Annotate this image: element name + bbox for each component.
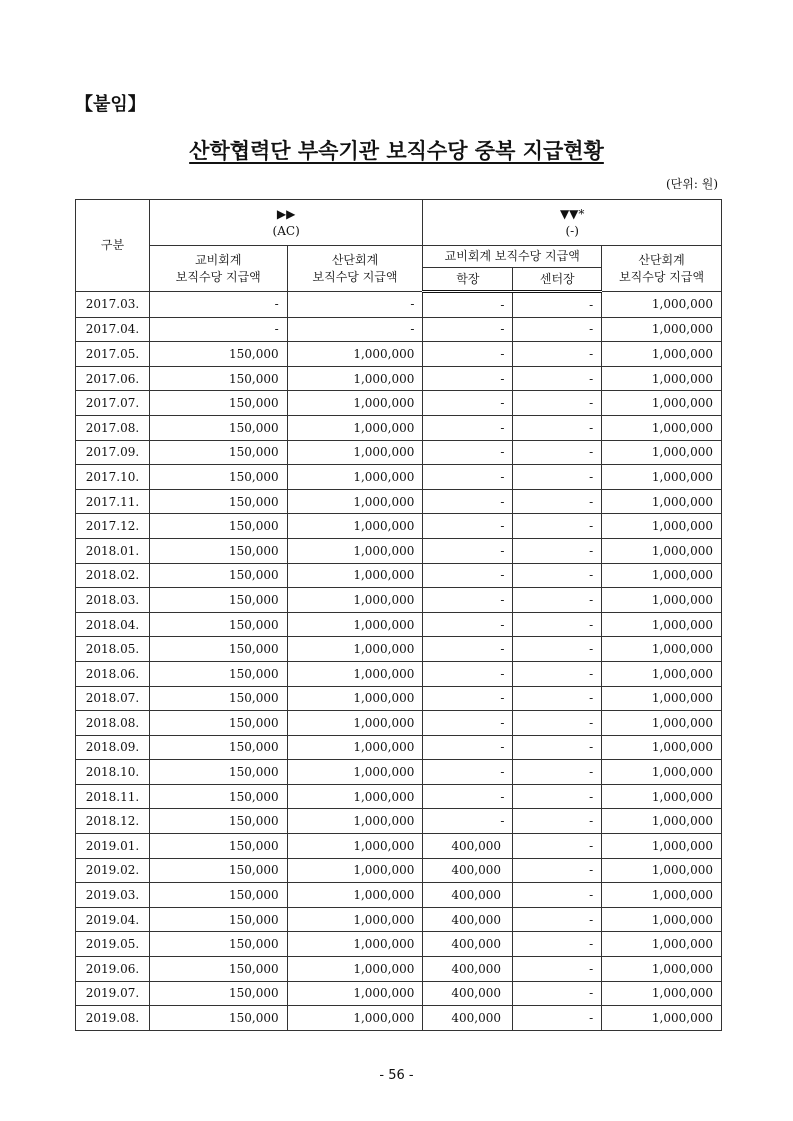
cell-dean-amount: - <box>423 809 513 834</box>
cell-sandan-b-amount: 1,000,000 <box>602 489 722 514</box>
cell-center-head-amount: - <box>513 366 602 391</box>
cell-dean-amount: - <box>423 415 513 440</box>
cell-dean-amount: - <box>423 465 513 490</box>
cell-sandan-b-amount: 1,000,000 <box>602 342 722 367</box>
table-row <box>76 661 722 686</box>
allowance-table <box>75 199 722 1031</box>
cell-sandan-b-amount: 1,000,000 <box>602 612 722 637</box>
table-row <box>76 317 722 342</box>
table-row <box>76 1006 722 1031</box>
group-a-sub: (AC) <box>272 223 300 238</box>
cell-kyobi-amount: 150,000 <box>149 391 287 416</box>
cell-sandan-b-amount: 1,000,000 <box>602 834 722 859</box>
table-row <box>76 858 722 883</box>
cell-kyobi-amount: 150,000 <box>149 489 287 514</box>
cell-dean-amount: - <box>423 538 513 563</box>
cell-kyobi-amount: 150,000 <box>149 415 287 440</box>
cell-sandan-amount: 1,000,000 <box>287 637 423 662</box>
cell-sandan-amount: 1,000,000 <box>287 907 423 932</box>
table-row <box>76 465 722 490</box>
cell-sandan-amount: 1,000,000 <box>287 957 423 982</box>
cell-sandan-b-amount: 1,000,000 <box>602 883 722 908</box>
header-col1-line2: 보직수당 지급액 <box>175 269 261 284</box>
cell-dean-amount: - <box>423 440 513 465</box>
cell-sandan-amount: 1,000,000 <box>287 415 423 440</box>
header-col2-line2: 보직수당 지급액 <box>312 269 398 284</box>
cell-sandan-amount: 1,000,000 <box>287 858 423 883</box>
cell-dean-amount: - <box>423 612 513 637</box>
cell-center-head-amount: - <box>513 661 602 686</box>
table-row <box>76 514 722 539</box>
table-row <box>76 883 722 908</box>
cell-dean-amount: - <box>423 711 513 736</box>
table-row <box>76 981 722 1006</box>
cell-dean-amount: - <box>423 342 513 367</box>
cell-sandan-amount: 1,000,000 <box>287 391 423 416</box>
group-b-symbol: ▼▼* <box>559 206 585 221</box>
cell-center-head-amount: - <box>513 711 602 736</box>
cell-dean-amount: - <box>423 292 513 318</box>
cell-dean-amount: - <box>423 735 513 760</box>
cell-kyobi-amount: 150,000 <box>149 858 287 883</box>
cell-center-head-amount: - <box>513 637 602 662</box>
cell-sandan-amount: - <box>287 292 423 318</box>
table-row <box>76 711 722 736</box>
cell-sandan-b-amount: 1,000,000 <box>602 637 722 662</box>
header-col2 <box>287 246 423 292</box>
cell-date: 2017.04. <box>76 317 150 342</box>
cell-date: 2018.07. <box>76 686 150 711</box>
cell-center-head-amount: - <box>513 957 602 982</box>
cell-sandan-b-amount: 1,000,000 <box>602 858 722 883</box>
cell-sandan-amount: 1,000,000 <box>287 784 423 809</box>
cell-dean-amount: - <box>423 588 513 613</box>
table-row <box>76 415 722 440</box>
cell-center-head-amount: - <box>513 588 602 613</box>
table-row <box>76 538 722 563</box>
header-col4-line1: 산단회계 <box>638 252 685 267</box>
cell-center-head-amount: - <box>513 342 602 367</box>
cell-dean-amount: - <box>423 391 513 416</box>
table-row <box>76 907 722 932</box>
cell-date: 2017.05. <box>76 342 150 367</box>
cell-dean-amount: - <box>423 489 513 514</box>
cell-sandan-b-amount: 1,000,000 <box>602 588 722 613</box>
cell-dean-amount: - <box>423 317 513 342</box>
cell-date: 2017.07. <box>76 391 150 416</box>
cell-sandan-amount: - <box>287 317 423 342</box>
cell-date: 2018.08. <box>76 711 150 736</box>
cell-kyobi-amount: 150,000 <box>149 1006 287 1031</box>
cell-kyobi-amount: 150,000 <box>149 784 287 809</box>
header-col3b: 센터장 <box>513 268 602 292</box>
cell-dean-amount: - <box>423 514 513 539</box>
cell-kyobi-amount: 150,000 <box>149 661 287 686</box>
cell-center-head-amount: - <box>513 317 602 342</box>
cell-center-head-amount: - <box>513 760 602 785</box>
cell-date: 2018.09. <box>76 735 150 760</box>
cell-center-head-amount: - <box>513 907 602 932</box>
cell-sandan-b-amount: 1,000,000 <box>602 317 722 342</box>
cell-dean-amount: 400,000 <box>423 957 513 982</box>
cell-date: 2017.08. <box>76 415 150 440</box>
table-row <box>76 563 722 588</box>
cell-date: 2018.04. <box>76 612 150 637</box>
cell-sandan-amount: 1,000,000 <box>287 809 423 834</box>
cell-sandan-b-amount: 1,000,000 <box>602 514 722 539</box>
cell-center-head-amount: - <box>513 735 602 760</box>
table-row <box>76 440 722 465</box>
cell-date: 2018.12. <box>76 809 150 834</box>
title-text: 산학협력단 부속기관 보직수당 중복 지급현황 <box>189 139 604 163</box>
cell-dean-amount: 400,000 <box>423 981 513 1006</box>
cell-date: 2018.11. <box>76 784 150 809</box>
cell-center-head-amount: - <box>513 981 602 1006</box>
cell-center-head-amount: - <box>513 514 602 539</box>
cell-sandan-amount: 1,000,000 <box>287 661 423 686</box>
table-row <box>76 489 722 514</box>
cell-sandan-b-amount: 1,000,000 <box>602 711 722 736</box>
cell-date: 2017.12. <box>76 514 150 539</box>
cell-center-head-amount: - <box>513 686 602 711</box>
document-title <box>0 135 793 165</box>
header-col3-group: 교비회계 보직수당 지급액 <box>423 246 602 268</box>
cell-sandan-amount: 1,000,000 <box>287 612 423 637</box>
header-col3a: 학장 <box>423 268 513 292</box>
cell-sandan-b-amount: 1,000,000 <box>602 735 722 760</box>
cell-center-head-amount: - <box>513 465 602 490</box>
cell-sandan-b-amount: 1,000,000 <box>602 415 722 440</box>
table-row <box>76 957 722 982</box>
cell-sandan-amount: 1,000,000 <box>287 342 423 367</box>
cell-date: 2017.09. <box>76 440 150 465</box>
header-col4-line2: 보직수당 지급액 <box>619 269 705 284</box>
cell-kyobi-amount: 150,000 <box>149 563 287 588</box>
cell-sandan-b-amount: 1,000,000 <box>602 957 722 982</box>
cell-kyobi-amount: 150,000 <box>149 735 287 760</box>
cell-center-head-amount: - <box>513 809 602 834</box>
cell-kyobi-amount: 150,000 <box>149 514 287 539</box>
table-row <box>76 784 722 809</box>
cell-center-head-amount: - <box>513 1006 602 1031</box>
cell-sandan-amount: 1,000,000 <box>287 563 423 588</box>
cell-date: 2018.01. <box>76 538 150 563</box>
cell-kyobi-amount: 150,000 <box>149 981 287 1006</box>
cell-center-head-amount: - <box>513 784 602 809</box>
header-col1 <box>149 246 287 292</box>
table-row <box>76 834 722 859</box>
cell-kyobi-amount: 150,000 <box>149 760 287 785</box>
header-category: 구분 <box>76 200 150 292</box>
cell-dean-amount: - <box>423 784 513 809</box>
cell-center-head-amount: - <box>513 415 602 440</box>
cell-sandan-amount: 1,000,000 <box>287 834 423 859</box>
cell-center-head-amount: - <box>513 883 602 908</box>
cell-kyobi-amount: 150,000 <box>149 686 287 711</box>
cell-kyobi-amount: - <box>149 292 287 318</box>
cell-sandan-amount: 1,000,000 <box>287 711 423 736</box>
cell-dean-amount: - <box>423 563 513 588</box>
cell-sandan-amount: 1,000,000 <box>287 1006 423 1031</box>
cell-center-head-amount: - <box>513 292 602 318</box>
cell-center-head-amount: - <box>513 489 602 514</box>
table-row <box>76 686 722 711</box>
cell-sandan-amount: 1,000,000 <box>287 735 423 760</box>
header-group-a <box>149 200 422 246</box>
group-a-symbol: ▶▶ <box>276 206 296 221</box>
cell-kyobi-amount: 150,000 <box>149 932 287 957</box>
cell-date: 2017.06. <box>76 366 150 391</box>
table-body <box>76 292 722 1031</box>
cell-sandan-amount: 1,000,000 <box>287 932 423 957</box>
page-number: - 56 - <box>379 1068 414 1083</box>
cell-date: 2018.05. <box>76 637 150 662</box>
cell-dean-amount: - <box>423 686 513 711</box>
header-group-b <box>423 200 722 246</box>
cell-kyobi-amount: 150,000 <box>149 907 287 932</box>
cell-date: 2019.07. <box>76 981 150 1006</box>
cell-kyobi-amount: 150,000 <box>149 834 287 859</box>
header-col2-line1: 산단회계 <box>331 252 379 267</box>
table-row <box>76 612 722 637</box>
cell-dean-amount: 400,000 <box>423 834 513 859</box>
cell-sandan-amount: 1,000,000 <box>287 981 423 1006</box>
table-row <box>76 292 722 318</box>
cell-sandan-amount: 1,000,000 <box>287 440 423 465</box>
cell-sandan-b-amount: 1,000,000 <box>602 465 722 490</box>
cell-date: 2017.11. <box>76 489 150 514</box>
table-row <box>76 637 722 662</box>
cell-dean-amount: - <box>423 661 513 686</box>
cell-date: 2019.02. <box>76 858 150 883</box>
cell-sandan-b-amount: 1,000,000 <box>602 686 722 711</box>
cell-dean-amount: 400,000 <box>423 932 513 957</box>
header-col1-line1: 교비회계 <box>195 252 242 267</box>
table-row <box>76 735 722 760</box>
cell-kyobi-amount: 150,000 <box>149 440 287 465</box>
cell-sandan-b-amount: 1,000,000 <box>602 366 722 391</box>
group-b-sub: (-) <box>565 223 579 238</box>
cell-sandan-b-amount: 1,000,000 <box>602 1006 722 1031</box>
cell-dean-amount: 400,000 <box>423 883 513 908</box>
cell-sandan-b-amount: 1,000,000 <box>602 661 722 686</box>
cell-date: 2017.03. <box>76 292 150 318</box>
table-row <box>76 588 722 613</box>
table-row <box>76 366 722 391</box>
cell-sandan-amount: 1,000,000 <box>287 588 423 613</box>
cell-kyobi-amount: 150,000 <box>149 366 287 391</box>
table-row <box>76 342 722 367</box>
cell-sandan-b-amount: 1,000,000 <box>602 760 722 785</box>
cell-sandan-amount: 1,000,000 <box>287 883 423 908</box>
cell-sandan-amount: 1,000,000 <box>287 514 423 539</box>
cell-date: 2017.10. <box>76 465 150 490</box>
cell-sandan-b-amount: 1,000,000 <box>602 563 722 588</box>
cell-kyobi-amount: 150,000 <box>149 465 287 490</box>
cell-date: 2019.01. <box>76 834 150 859</box>
cell-sandan-b-amount: 1,000,000 <box>602 981 722 1006</box>
table-row <box>76 760 722 785</box>
cell-kyobi-amount: 150,000 <box>149 538 287 563</box>
cell-date: 2018.10. <box>76 760 150 785</box>
cell-dean-amount: - <box>423 637 513 662</box>
cell-kyobi-amount: 150,000 <box>149 342 287 367</box>
unit-label: (단위: 원) <box>666 177 718 191</box>
header-col4 <box>602 246 722 292</box>
cell-sandan-amount: 1,000,000 <box>287 686 423 711</box>
attachment-label: 【붙임】 <box>75 94 146 115</box>
cell-center-head-amount: - <box>513 834 602 859</box>
table-row <box>76 809 722 834</box>
cell-sandan-b-amount: 1,000,000 <box>602 440 722 465</box>
cell-center-head-amount: - <box>513 858 602 883</box>
cell-kyobi-amount: 150,000 <box>149 588 287 613</box>
cell-date: 2018.06. <box>76 661 150 686</box>
cell-center-head-amount: - <box>513 612 602 637</box>
cell-date: 2018.02. <box>76 563 150 588</box>
cell-sandan-b-amount: 1,000,000 <box>602 809 722 834</box>
cell-center-head-amount: - <box>513 440 602 465</box>
cell-date: 2019.04. <box>76 907 150 932</box>
cell-sandan-b-amount: 1,000,000 <box>602 932 722 957</box>
cell-sandan-b-amount: 1,000,000 <box>602 292 722 318</box>
cell-date: 2019.03. <box>76 883 150 908</box>
cell-date: 2018.03. <box>76 588 150 613</box>
cell-date: 2019.06. <box>76 957 150 982</box>
cell-kyobi-amount: 150,000 <box>149 711 287 736</box>
cell-center-head-amount: - <box>513 932 602 957</box>
cell-kyobi-amount: 150,000 <box>149 957 287 982</box>
cell-dean-amount: 400,000 <box>423 858 513 883</box>
cell-sandan-amount: 1,000,000 <box>287 465 423 490</box>
cell-center-head-amount: - <box>513 563 602 588</box>
cell-date: 2019.08. <box>76 1006 150 1031</box>
cell-dean-amount: - <box>423 760 513 785</box>
cell-sandan-b-amount: 1,000,000 <box>602 391 722 416</box>
table-row <box>76 391 722 416</box>
cell-kyobi-amount: 150,000 <box>149 612 287 637</box>
cell-sandan-b-amount: 1,000,000 <box>602 907 722 932</box>
cell-dean-amount: 400,000 <box>423 907 513 932</box>
cell-date: 2019.05. <box>76 932 150 957</box>
cell-sandan-amount: 1,000,000 <box>287 489 423 514</box>
cell-sandan-b-amount: 1,000,000 <box>602 784 722 809</box>
cell-sandan-amount: 1,000,000 <box>287 538 423 563</box>
cell-center-head-amount: - <box>513 391 602 416</box>
cell-kyobi-amount: 150,000 <box>149 809 287 834</box>
cell-sandan-b-amount: 1,000,000 <box>602 538 722 563</box>
cell-sandan-amount: 1,000,000 <box>287 366 423 391</box>
cell-sandan-amount: 1,000,000 <box>287 760 423 785</box>
table-row <box>76 932 722 957</box>
cell-kyobi-amount: 150,000 <box>149 637 287 662</box>
cell-kyobi-amount: - <box>149 317 287 342</box>
cell-center-head-amount: - <box>513 538 602 563</box>
cell-dean-amount: - <box>423 366 513 391</box>
cell-kyobi-amount: 150,000 <box>149 883 287 908</box>
cell-dean-amount: 400,000 <box>423 1006 513 1031</box>
